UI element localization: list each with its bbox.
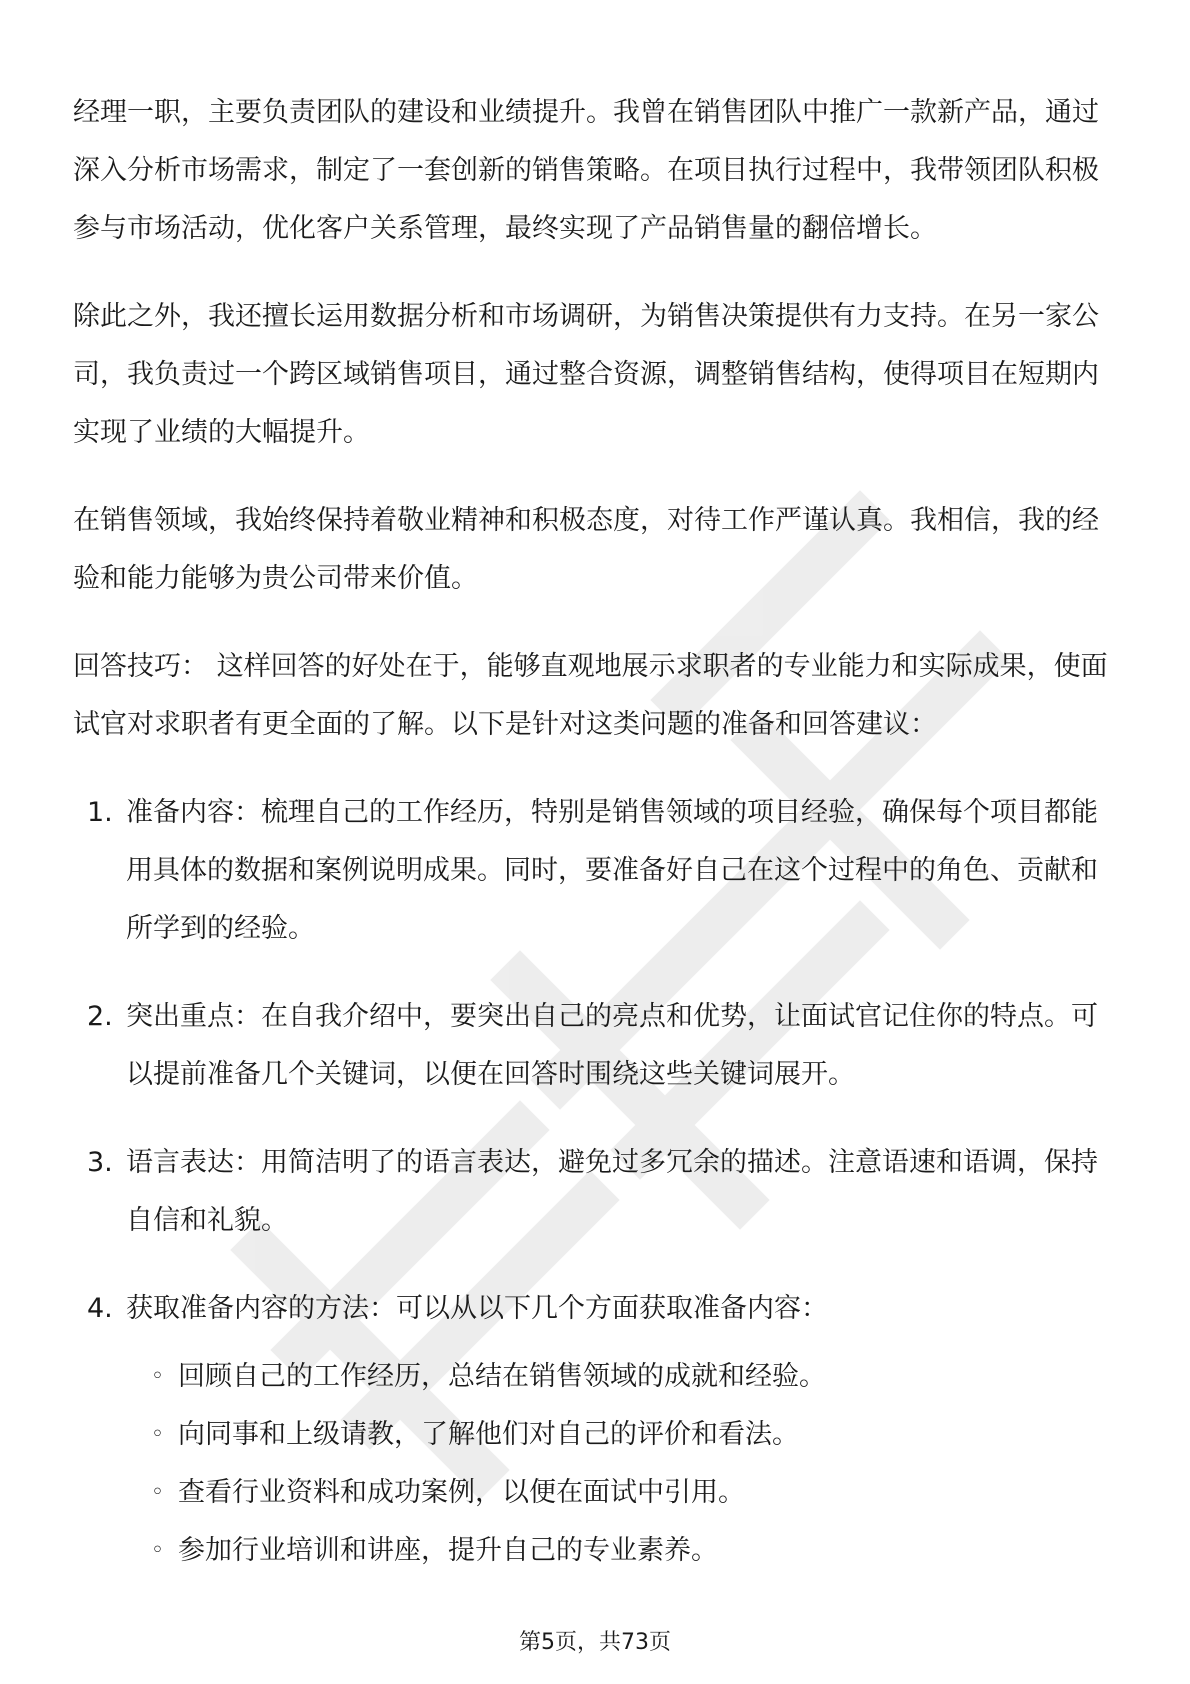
page-footer: 第5页，共73页 xyxy=(519,1630,671,1655)
list-item xyxy=(73,1280,1123,1338)
sub-list-item-text: 查看行业资料和成功案例，以便在面试中引用。 xyxy=(178,1477,745,1508)
list-number: 1. xyxy=(87,797,113,828)
paragraph-answer-tips: 回答技巧： 这样回答的好处在于，能够直观地展示求职者的专业能力和实际成果，使面试官对求职者有更全面的了解。以下是针对这类问题的准备和回答建议： xyxy=(73,651,1108,740)
list-item xyxy=(73,988,1123,1104)
list-item xyxy=(73,784,1123,958)
list-item-text: 突出重点：在自我介绍中，要突出自己的亮点和优势，让面试官记住你的特点。可以提前准备几个关键词，以便在回答时围绕这些关键词展开。 xyxy=(126,1001,1098,1090)
list-item-text: 语言表达：用简洁明了的语言表达，避免过多冗余的描述。注意语速和语调，保持自信和礼貌。 xyxy=(126,1147,1098,1236)
paragraph-data-analysis: 除此之外，我还擅长运用数据分析和市场调研，为销售决策提供有力支持。在另一家公司，我负责过一个跨区域销售项目，通过整合资源，调整销售结构，使得项目在短期内实现了业绩的大幅提升。 xyxy=(73,301,1099,448)
sub-list-item xyxy=(73,1406,1123,1464)
document-body xyxy=(73,84,1123,1580)
bullet-icon: ◦ xyxy=(151,1422,164,1447)
list-number: 4. xyxy=(87,1293,113,1324)
sub-list-item-text: 向同事和上级请教，了解他们对自己的评价和看法。 xyxy=(178,1419,799,1450)
sub-list-item-text: 回顾自己的工作经历，总结在销售领域的成就和经验。 xyxy=(178,1361,826,1392)
list-item-text: 准备内容：梳理自己的工作经历，特别是销售领域的项目经验，确保每个项目都能用具体的数据和案例说明成果。同时，要准备好自己在这个过程中的角色、贡献和所学到的经验。 xyxy=(126,797,1098,944)
bullet-icon: ◦ xyxy=(151,1364,164,1389)
sub-list-item xyxy=(73,1348,1123,1406)
sub-list-item-text: 参加行业培训和讲座，提升自己的专业素养。 xyxy=(178,1535,718,1566)
sub-list-item xyxy=(73,1522,1123,1580)
sub-list-item xyxy=(73,1464,1123,1522)
bullet-icon: ◦ xyxy=(151,1480,164,1505)
list-item-text: 获取准备内容的方法：可以从以下几个方面获取准备内容： xyxy=(126,1293,828,1324)
paragraph-attitude: 在销售领域，我始终保持着敬业精神和积极态度，对待工作严谨认真。我相信，我的经验和能力能够为贵公司带来价值。 xyxy=(73,505,1099,594)
suggestion-list xyxy=(73,784,1123,1338)
bullet-icon: ◦ xyxy=(151,1538,164,1563)
list-number: 2. xyxy=(87,1001,113,1032)
paragraph-experience: 经理一职，主要负责团队的建设和业绩提升。我曾在销售团队中推广一款新产品，通过深入分析市场需求，制定了一套创新的销售策略。在项目执行过程中，我带领团队积极参与市场活动，优化客户关系管理，最终实现了产品销售量的翻倍增长。 xyxy=(73,97,1099,244)
method-sub-list xyxy=(73,1348,1123,1580)
list-number: 3. xyxy=(87,1147,113,1178)
list-item xyxy=(73,1134,1123,1250)
